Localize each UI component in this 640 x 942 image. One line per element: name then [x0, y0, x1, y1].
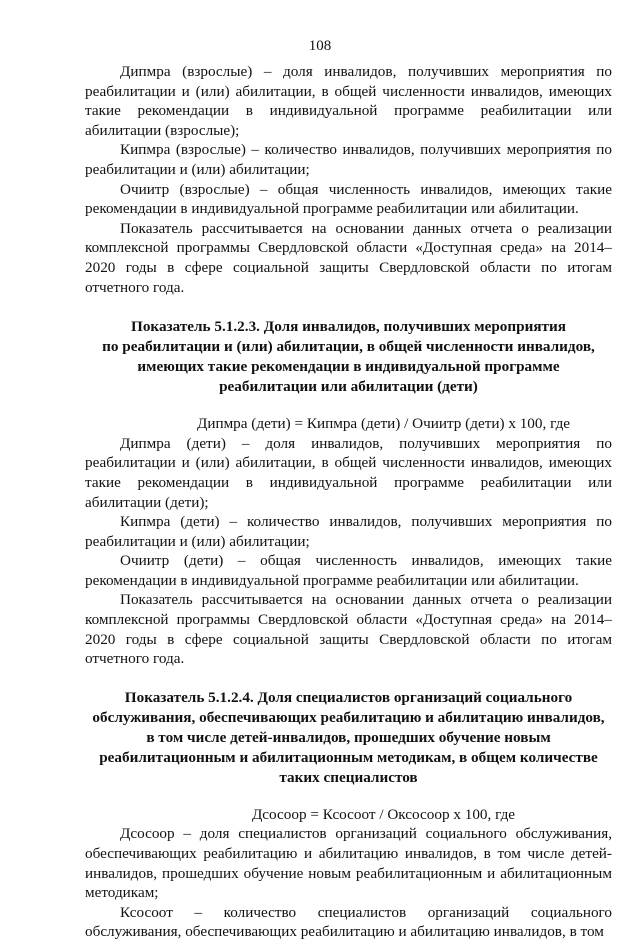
page-number: 108	[308, 38, 332, 54]
heading-line: реабилитационным и абилитационным методикам, в общем количестве	[99, 748, 598, 766]
formula-dipmra-children: Дипмра (дети) = Кипмра (дети) / Очиитр (дети) х 100, где	[196, 415, 571, 433]
formula-dsosoor: Дсосоор = Ксосоот / Оксосоор х 100, где	[251, 805, 516, 823]
heading-line: обслуживания, обеспечивающих реабилитацию и абилитацию инвалидов,	[92, 708, 605, 726]
section-heading-5-1-2-3	[85, 317, 612, 397]
section-heading-5-1-2-4	[85, 688, 612, 788]
heading-line: Показатель 5.1.2.4. Доля специалистов организаций социального	[124, 688, 573, 706]
heading-line: по реабилитации и (или) абилитации, в общей численности инвалидов,	[102, 338, 595, 356]
heading-line: реабилитации или абилитации (дети)	[219, 378, 478, 396]
definition-kipmra-adults: Кипмра (взрослые) – количество инвалидов, получивших мероприятия по реабилитации и (или) абилитации;	[85, 141, 612, 178]
calculation-note: Показатель рассчитывается на основании данных отчета о реализации комплексной программы Свердловской области «Доступная среда» на 2014–2020 годы в сфере социальной защиты Свердловской области по итогам отчетного года.	[85, 591, 612, 668]
definition-dipmra-adults: Дипмра (взрослые) – доля инвалидов, получивших мероприятия по реабилитации и (или) абилитации, в общей численности инвалидов, имеющих такие рекомендации в индивидуальной программе реабилитации или абилитации (взрослые);	[85, 63, 612, 139]
heading-line: таких специалистов	[279, 768, 418, 786]
page-content	[85, 62, 612, 942]
definition-ochiitr-children: Очиитр (дети) – общая численность инвалидов, имеющих такие рекомендации в индивидуальной программе реабилитации или абилитации.	[85, 552, 612, 589]
heading-line: в том числе детей-инвалидов, прошедших обучение новым	[146, 728, 551, 746]
definition-dsosoor: Дсосоор – доля специалистов организаций социального обслуживания, обеспечивающих реабилитацию и абилитацию инвалидов, в том числе детей-инвалидов, прошедших обучение новым реабилитационным и абилитационным методикам;	[85, 825, 612, 902]
definition-ochiitr-adults: Очиитр (взрослые) – общая численность инвалидов, имеющих такие рекомендации в индивидуальной программе реабилитации или абилитации.	[85, 180, 612, 218]
heading-line: Показатель 5.1.2.3. Доля инвалидов, получивших мероприятия	[131, 318, 566, 336]
definition-ksosoot: Ксосоот – количество специалистов организаций социального обслуживания, обеспечивающих реабилитацию и абилитацию инвалидов, в том	[85, 903, 612, 941]
calculation-note: Показатель рассчитывается на основании данных отчета о реализации комплексной программы Свердловской области «Доступная среда» на 2014–2020 годы в сфере социальной защиты Свердловской области по итогам отчетного года.	[85, 219, 612, 296]
definition-kipmra-children: Кипмра (дети) – количество инвалидов, получивших мероприятия по реабилитации и (или) абилитации;	[85, 513, 612, 550]
heading-line: имеющих такие рекомендации в индивидуальной программе	[137, 358, 560, 376]
definition-dipmra-children: Дипмра (дети) – доля инвалидов, получивших мероприятия по реабилитации и (или) абилитации, в общей численности инвалидов, имеющих такие рекомендации в индивидуальной программе реабилитации или абилитации (дети);	[85, 434, 612, 511]
